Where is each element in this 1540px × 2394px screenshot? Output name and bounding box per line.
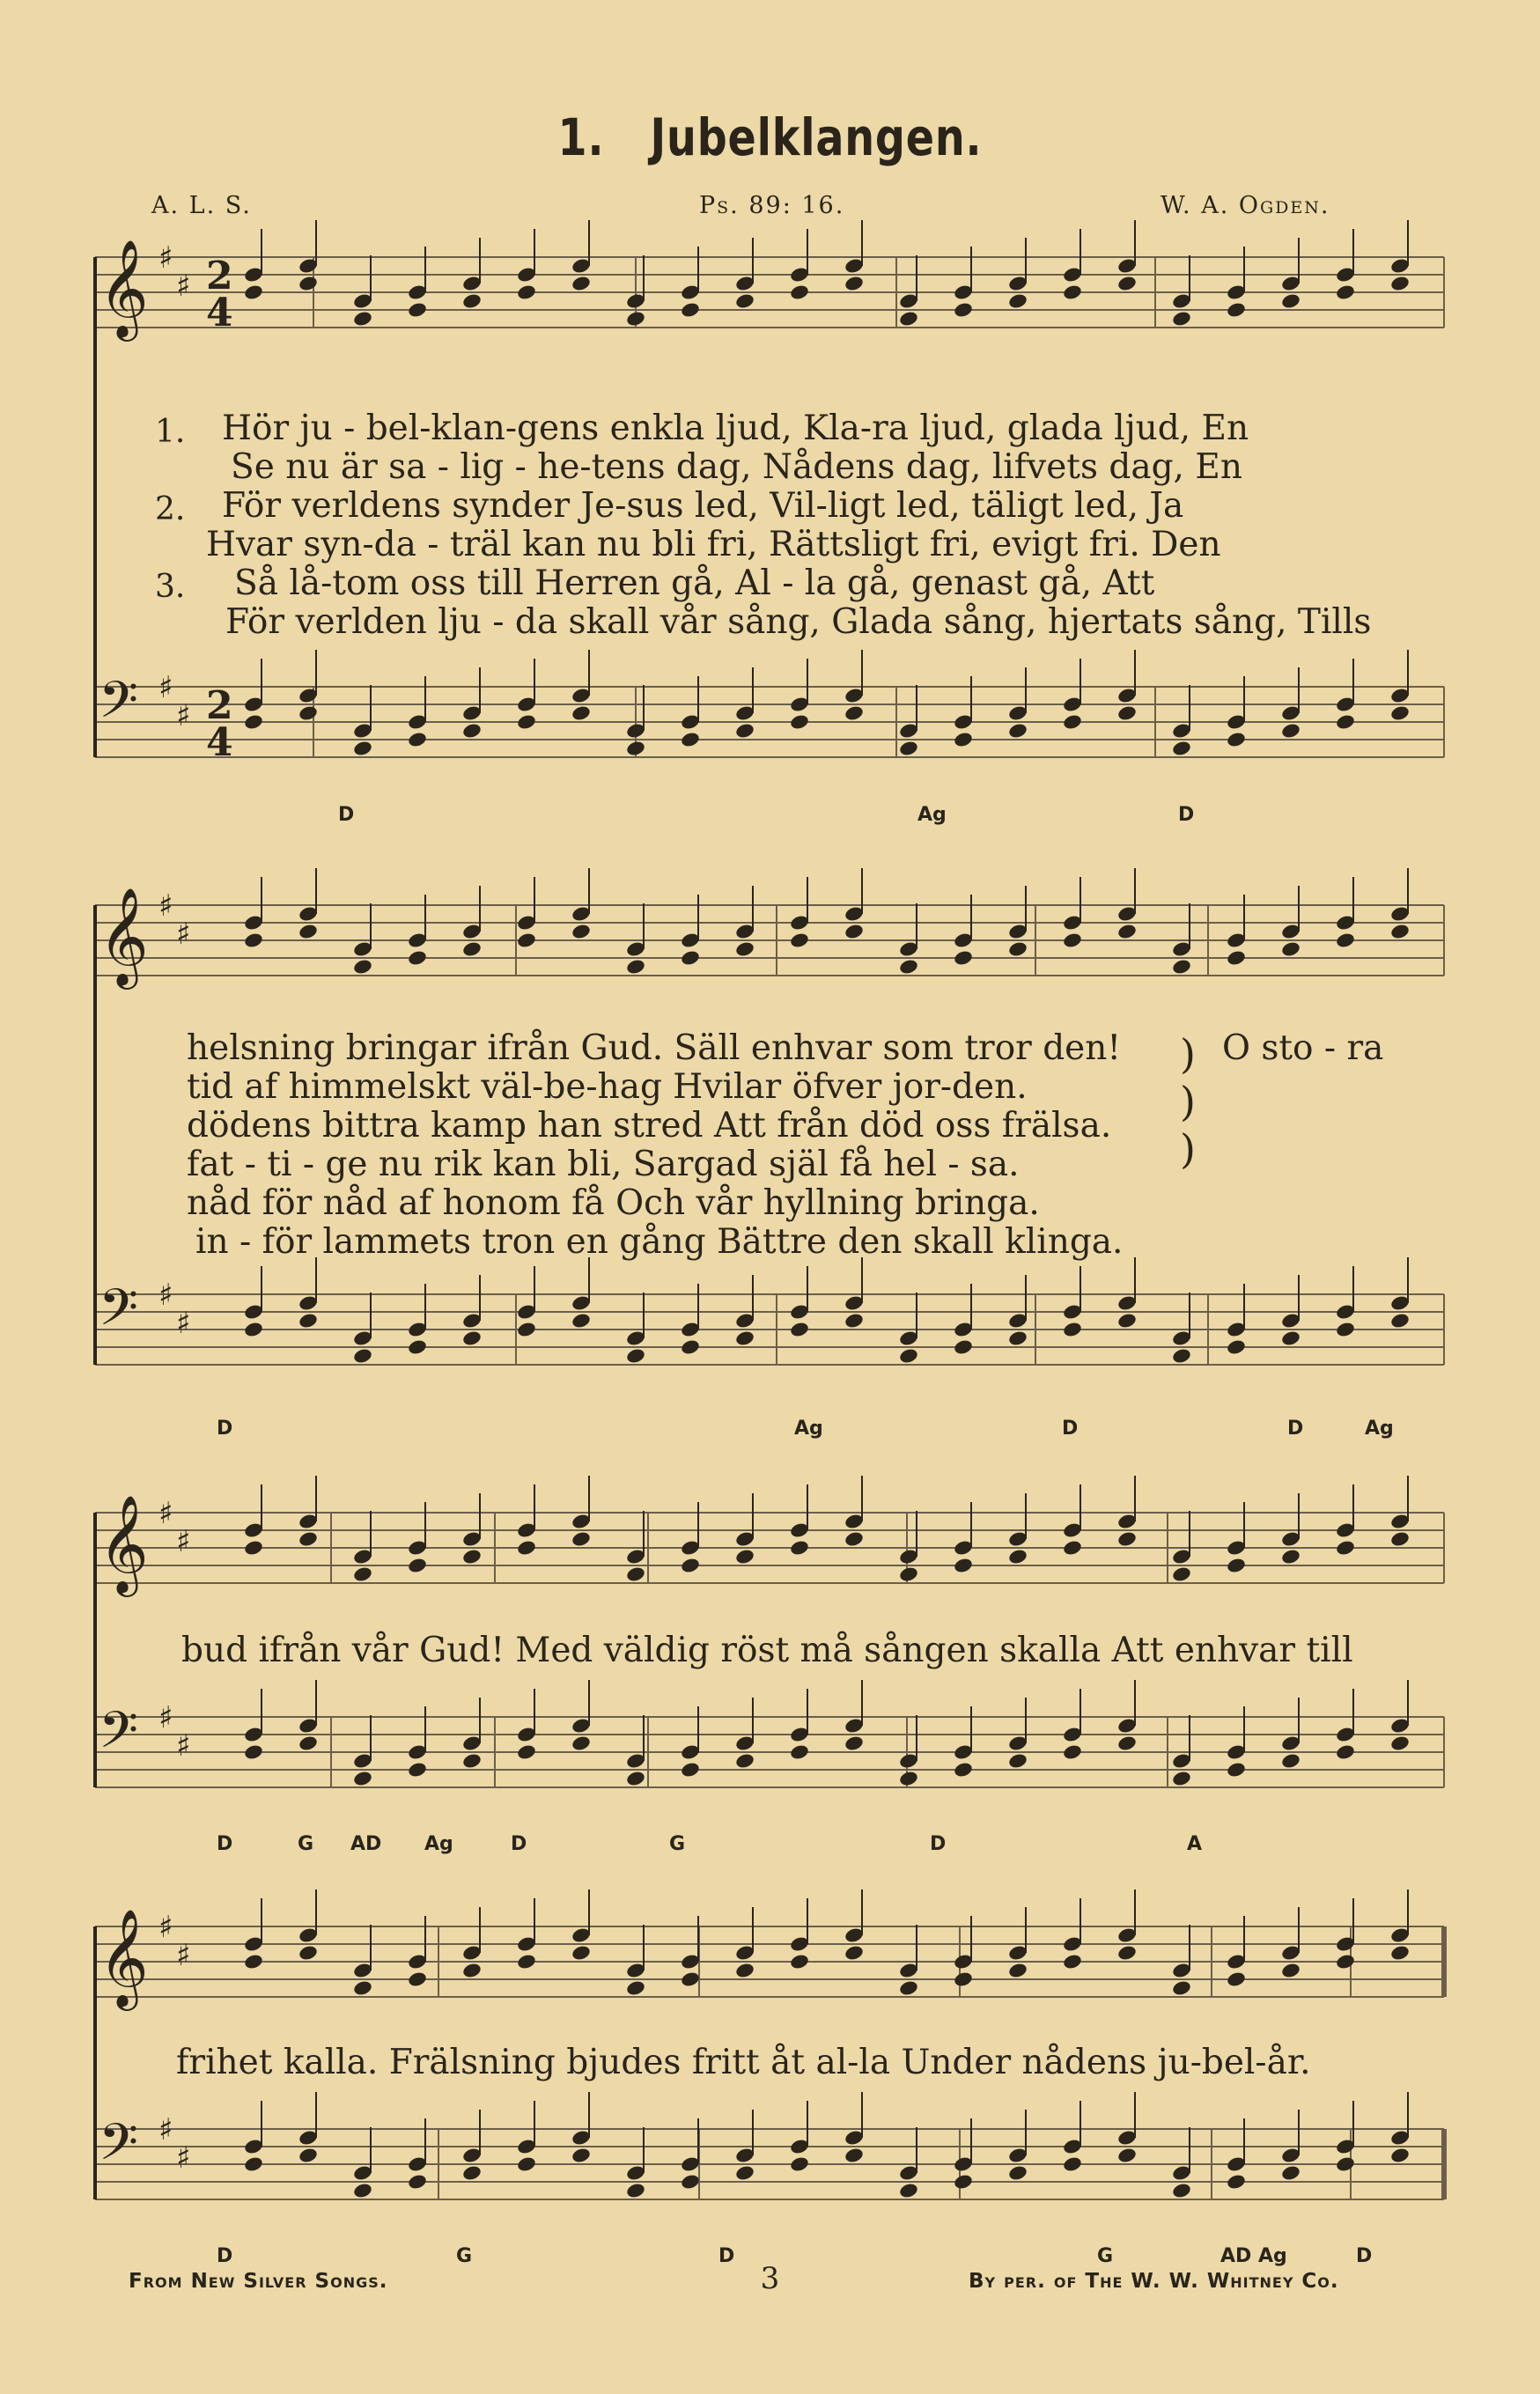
note-head — [1226, 2173, 1247, 2191]
note-head — [571, 1530, 592, 1548]
note-head — [1335, 1321, 1356, 1338]
chord-symbol: D — [338, 804, 355, 826]
note-head — [298, 1530, 319, 1548]
note-head — [1389, 1530, 1411, 1548]
note-head — [571, 1312, 592, 1330]
note-head — [844, 2147, 865, 2164]
note-head — [1171, 1565, 1192, 1583]
note-head — [1226, 949, 1247, 967]
note-head — [844, 1944, 865, 1962]
note-head — [1226, 1338, 1247, 1356]
note-head — [243, 1953, 264, 1970]
note-head — [680, 301, 701, 319]
note-head — [1116, 704, 1138, 722]
note-head — [571, 923, 592, 940]
lyric-line: bud ifrån vår Gud! Med väldig röst må sången skalla Att enhvar till — [181, 1631, 1353, 1670]
note-head — [352, 740, 373, 757]
note-head — [734, 292, 755, 310]
note-head — [953, 949, 974, 967]
note-head — [898, 2182, 919, 2199]
note-head — [898, 1347, 919, 1365]
note-head — [1171, 1770, 1192, 1787]
note-head — [953, 1761, 974, 1779]
chord-symbol: G — [669, 1833, 686, 1855]
note-head — [461, 1752, 483, 1770]
chord-symbol: D — [1287, 1418, 1304, 1440]
note-head — [898, 740, 919, 757]
note-head — [243, 284, 264, 301]
note-head — [243, 1321, 264, 1338]
note-head — [789, 2155, 810, 2173]
note-head — [516, 1539, 537, 1557]
note-head — [953, 301, 974, 319]
note-head — [680, 1557, 701, 1574]
note-head — [571, 275, 592, 292]
chord-symbol: AD — [350, 1833, 382, 1855]
note-head — [1280, 1330, 1301, 1347]
note-head — [298, 1944, 319, 1962]
note-head — [680, 731, 701, 748]
note-head — [1062, 2155, 1083, 2173]
treble-clef-icon: 𝄞 — [99, 1494, 149, 1593]
note-head — [1062, 1539, 1083, 1557]
note-head — [407, 1761, 428, 1779]
sharp-icon: ♯ — [158, 888, 173, 924]
note-head — [461, 1548, 483, 1565]
note-head — [243, 1743, 264, 1761]
chord-symbol: Ag — [917, 804, 947, 826]
note-head — [461, 940, 483, 958]
note-head — [1280, 940, 1301, 958]
note-head — [243, 1539, 264, 1557]
sharp-icon: ♯ — [158, 1700, 173, 1735]
note-head — [680, 949, 701, 967]
lyric-line: helsning bringar ifrån Gud. Säll enhvar som tror den! — [187, 1028, 1122, 1068]
note-head — [1007, 722, 1028, 740]
note-head — [1226, 1761, 1247, 1779]
hymn-title-text: Jubelklangen. — [650, 107, 983, 167]
note-head — [789, 1743, 810, 1761]
note-head — [1389, 2147, 1411, 2164]
note-head — [680, 1761, 701, 1779]
note-head — [953, 2173, 974, 2191]
note-head — [1116, 923, 1138, 940]
note-head — [407, 949, 428, 967]
lyric-line: Se nu är sa - lig - he-tens dag, Nådens dag, lifvets dag, En — [231, 447, 1242, 487]
note-head — [1171, 958, 1192, 976]
chord-symbol: Ag — [1365, 1418, 1394, 1440]
note-head — [407, 1557, 428, 1574]
note-head — [789, 284, 810, 301]
hymn-title — [138, 107, 1401, 167]
note-head — [1116, 2147, 1138, 2164]
sharp-icon: ♯ — [158, 240, 173, 276]
note-head — [516, 1953, 537, 1970]
note-head — [898, 1565, 919, 1583]
lyric-line: För verlden lju - da skall vår sång, Glada sång, hjertats sång, Tills — [225, 602, 1372, 642]
note-head — [898, 958, 919, 976]
note-head — [898, 310, 919, 328]
note-head — [844, 1530, 865, 1548]
note-head — [680, 1338, 701, 1356]
note-head — [352, 310, 373, 328]
note-head — [1335, 713, 1356, 731]
note-head — [407, 2173, 428, 2191]
lyric-line: nåd för nåd af honom få Och vår hyllning bringa. — [187, 1183, 1040, 1223]
refrain-start: O sto - ra — [1222, 1028, 1384, 1068]
chord-symbol: G — [298, 1833, 314, 1855]
note-head — [1007, 2164, 1028, 2182]
note-head — [461, 722, 483, 740]
note-head — [298, 923, 319, 940]
note-head — [1116, 1530, 1138, 1548]
note-head — [352, 1770, 373, 1787]
note-head — [734, 1962, 755, 1979]
note-head — [352, 1565, 373, 1583]
lyric-line: frihet kalla. Frälsning bjudes fritt åt al-la Under nådens ju-bel-år. — [176, 2043, 1311, 2082]
note-head — [1171, 2182, 1192, 2199]
note-head — [789, 1539, 810, 1557]
chord-symbol: D — [217, 1833, 233, 1855]
note-head — [298, 1312, 319, 1330]
note-head — [516, 1321, 537, 1338]
note-head — [1226, 1970, 1247, 1988]
note-head — [1116, 1312, 1138, 1330]
note-head — [243, 2155, 264, 2173]
note-head — [898, 1979, 919, 1997]
lyric-line: Hör ju - bel-klan-gens enkla ljud, Kla-ra ljud, glada ljud, En — [222, 409, 1249, 448]
note-head — [789, 932, 810, 949]
sharp-icon: ♯ — [176, 698, 191, 733]
note-head — [734, 2164, 755, 2182]
sharp-icon: ♯ — [176, 917, 191, 952]
note-head — [1116, 1735, 1138, 1752]
chord-symbol: Ag — [424, 1833, 453, 1855]
note-head — [243, 713, 264, 731]
sharp-icon: ♯ — [176, 269, 191, 304]
note-head — [1389, 704, 1411, 722]
sharp-icon: ♯ — [158, 670, 173, 705]
time-signature-bottom: 4 — [206, 291, 233, 335]
note-head — [461, 1962, 483, 1979]
note-head — [1389, 275, 1411, 292]
note-head — [625, 958, 646, 976]
sharp-icon: ♯ — [176, 1524, 191, 1559]
sharp-icon: ♯ — [158, 1278, 173, 1313]
note-head — [1280, 1548, 1301, 1565]
lyric-line: Så lå-tom oss till Herren gå, Al - la gå, genast gå, Att — [234, 564, 1155, 603]
note-head — [680, 1970, 701, 1988]
note-head — [298, 1735, 319, 1752]
chord-symbol: D — [511, 1833, 527, 1855]
hymn-number: 1. — [557, 107, 605, 167]
note-head — [352, 1347, 373, 1365]
note-head — [407, 301, 428, 319]
note-head — [625, 1347, 646, 1365]
sharp-icon: ♯ — [158, 2112, 173, 2147]
note-head — [898, 1770, 919, 1787]
time-signature-top: 2 — [206, 254, 233, 298]
footer-source: From New Silver Songs. — [129, 2270, 388, 2293]
lyricist-credit: A. L. S. — [151, 192, 252, 219]
note-head — [1062, 1743, 1083, 1761]
note-head — [461, 292, 483, 310]
note-head — [625, 2182, 646, 2199]
note-head — [625, 1565, 646, 1583]
note-head — [1335, 2155, 1356, 2173]
note-head — [516, 932, 537, 949]
chord-symbol: D — [1062, 1418, 1079, 1440]
note-head — [1389, 923, 1411, 940]
treble-clef-icon: 𝄞 — [99, 1908, 149, 2007]
note-head — [1389, 1944, 1411, 1962]
sharp-icon: ♯ — [176, 1306, 191, 1341]
note-head — [1226, 301, 1247, 319]
note-head — [625, 1979, 646, 1997]
lyric-line: fat - ti - ge nu rik kan bli, Sargad själ få hel - sa. — [187, 1145, 1020, 1184]
scripture-reference: Ps. 89: 16. — [699, 192, 845, 219]
lyric-line: Hvar syn-da - träl kan nu bli fri, Rättsligt fri, evigt fri. Den — [206, 525, 1221, 564]
treble-clef-icon: 𝄞 — [99, 887, 149, 985]
note-head — [1226, 1557, 1247, 1574]
note-head — [1062, 713, 1083, 731]
note-head — [1335, 1539, 1356, 1557]
chord-symbol: D — [1178, 804, 1195, 826]
note-head — [1171, 740, 1192, 757]
note-head — [516, 1743, 537, 1761]
note-head — [844, 923, 865, 940]
footer-permission: By per. of The W. W. Whitney Co. — [969, 2270, 1339, 2293]
note-head — [1007, 1752, 1028, 1770]
note-head — [1280, 1962, 1301, 1979]
bass-clef-icon: 𝄢 — [99, 1700, 139, 1772]
note-head — [461, 1330, 483, 1347]
note-head — [1062, 284, 1083, 301]
note-head — [953, 1338, 974, 1356]
lyric-line: För verldens synder Je-sus led, Vil-ligt led, täligt led, Ja — [222, 486, 1184, 526]
note-head — [1280, 1752, 1301, 1770]
note-head — [1007, 292, 1028, 310]
note-head — [352, 1979, 373, 1997]
note-head — [1389, 1312, 1411, 1330]
note-head — [1335, 1953, 1356, 1970]
treble-clef-icon: 𝄞 — [99, 239, 149, 337]
note-head — [461, 2164, 483, 2182]
note-head — [680, 2173, 701, 2191]
note-head — [1280, 292, 1301, 310]
chord-symbol: D — [217, 2245, 233, 2267]
chord-symbol: D — [1356, 2245, 1373, 2267]
note-head — [243, 932, 264, 949]
note-head — [1062, 1953, 1083, 1970]
composer-credit: W. A. Ogden. — [1161, 192, 1330, 219]
lyric-line: dödens bittra kamp han stred Att från död oss frälsa. — [187, 1106, 1112, 1145]
note-head — [1335, 284, 1356, 301]
verse-number-3: 3. — [155, 569, 186, 605]
note-head — [516, 713, 537, 731]
note-head — [844, 1735, 865, 1752]
verse-number-2: 2. — [155, 491, 186, 527]
chord-symbol: D — [217, 1418, 233, 1440]
note-head — [1171, 1979, 1192, 1997]
lyric-line: in - för lammets tron en gång Bättre den skall klinga. — [195, 1222, 1124, 1262]
note-head — [1062, 1321, 1083, 1338]
note-head — [625, 1770, 646, 1787]
note-head — [789, 1953, 810, 1970]
note-head — [516, 2155, 537, 2173]
note-head — [407, 1970, 428, 1988]
note-head — [1171, 310, 1192, 328]
sharp-icon: ♯ — [158, 1910, 173, 1945]
chord-symbol: Ag — [794, 1418, 823, 1440]
page-number: 3 — [760, 2261, 780, 2296]
note-head — [734, 722, 755, 740]
note-head — [1280, 722, 1301, 740]
chord-symbol: D — [718, 2245, 735, 2267]
note-head — [1007, 940, 1028, 958]
note-head — [571, 1735, 592, 1752]
sharp-icon: ♯ — [176, 1938, 191, 1973]
note-head — [1007, 1548, 1028, 1565]
note-head — [844, 275, 865, 292]
chord-symbol: D — [930, 1833, 947, 1855]
note-head — [352, 958, 373, 976]
bass-clef-icon: 𝄢 — [99, 2112, 139, 2184]
note-head — [571, 704, 592, 722]
note-head — [1226, 731, 1247, 748]
bass-clef-icon: 𝄢 — [99, 670, 139, 742]
note-head — [298, 2147, 319, 2164]
note-head — [844, 1312, 865, 1330]
time-signature-top: 2 — [206, 683, 233, 728]
note-head — [1335, 932, 1356, 949]
note-head — [953, 731, 974, 748]
time-signature-bottom: 4 — [206, 720, 233, 765]
verse-number-1: 1. — [155, 414, 186, 450]
note-head — [407, 1338, 428, 1356]
note-head — [1007, 1330, 1028, 1347]
note-head — [734, 1548, 755, 1565]
note-head — [625, 740, 646, 757]
chord-symbol: G — [1097, 2245, 1114, 2267]
note-head — [1389, 1735, 1411, 1752]
note-head — [298, 704, 319, 722]
note-head — [1116, 1944, 1138, 1962]
note-head — [571, 1944, 592, 1962]
note-head — [1171, 1347, 1192, 1365]
note-head — [1335, 1743, 1356, 1761]
note-head — [571, 2147, 592, 2164]
note-head — [789, 713, 810, 731]
note-head — [298, 275, 319, 292]
note-head — [352, 2182, 373, 2199]
chord-symbol: AD Ag — [1220, 2245, 1287, 2267]
note-head — [1116, 275, 1138, 292]
note-head — [844, 704, 865, 722]
note-head — [789, 1321, 810, 1338]
verse-brace: ) ) ) — [1180, 1030, 1196, 1173]
note-head — [953, 1557, 974, 1574]
note-head — [734, 1330, 755, 1347]
note-head — [734, 1752, 755, 1770]
note-head — [407, 731, 428, 748]
note-head — [516, 284, 537, 301]
note-head — [1062, 932, 1083, 949]
note-head — [1007, 1962, 1028, 1979]
chord-symbol: A — [1187, 1833, 1203, 1855]
note-head — [625, 310, 646, 328]
note-head — [1280, 2164, 1301, 2182]
sharp-icon: ♯ — [158, 1496, 173, 1531]
note-head — [953, 1970, 974, 1988]
bass-clef-icon: 𝄢 — [99, 1278, 139, 1350]
sharp-icon: ♯ — [176, 2140, 191, 2176]
note-head — [734, 940, 755, 958]
sharp-icon: ♯ — [176, 1728, 191, 1764]
lyric-line: tid af himmelskt väl-be-hag Hvilar öfver jor-den. — [187, 1067, 1028, 1107]
chord-symbol: G — [456, 2245, 473, 2267]
